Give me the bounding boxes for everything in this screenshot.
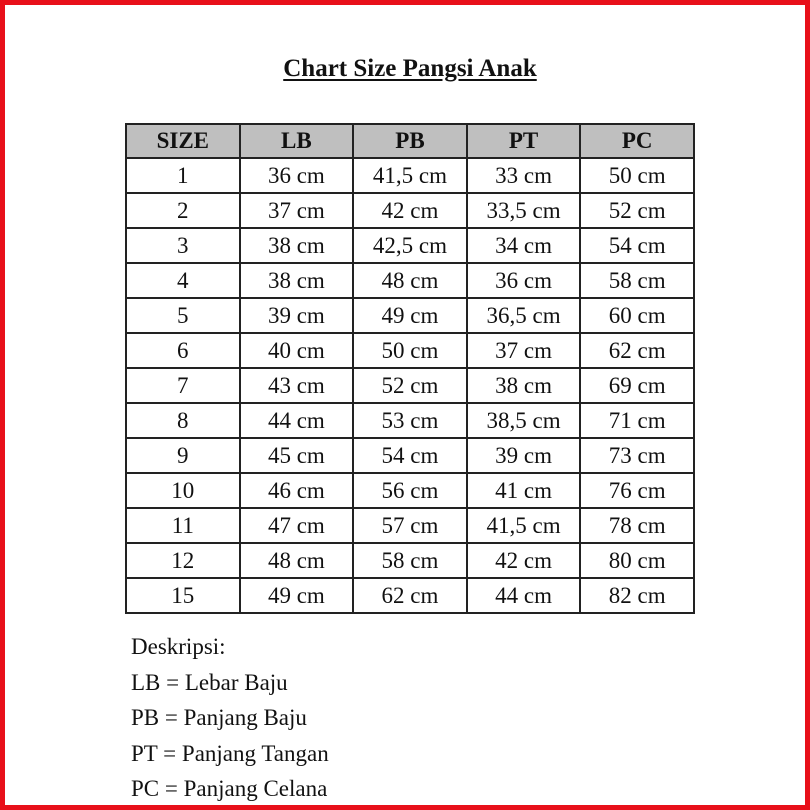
table-cell: 33 cm: [467, 158, 581, 193]
table-cell: 37 cm: [467, 333, 581, 368]
table-cell: 52 cm: [353, 368, 467, 403]
table-cell: 49 cm: [240, 578, 354, 613]
table-header-row: [126, 124, 694, 158]
header-pc: PC: [580, 124, 694, 158]
table-cell: 5: [126, 298, 240, 333]
table-cell: 50 cm: [580, 158, 694, 193]
description-block: [131, 629, 329, 807]
table-cell: 11: [126, 508, 240, 543]
table-cell: 73 cm: [580, 438, 694, 473]
table-cell: 38,5 cm: [467, 403, 581, 438]
table-cell: 46 cm: [240, 473, 354, 508]
table-cell: 42,5 cm: [353, 228, 467, 263]
table-row: [126, 333, 694, 368]
table-cell: 58 cm: [580, 263, 694, 298]
table-row: [126, 438, 694, 473]
table-cell: 80 cm: [580, 543, 694, 578]
table-cell: 58 cm: [353, 543, 467, 578]
table-row: [126, 193, 694, 228]
size-table: [125, 123, 695, 614]
page-title: [5, 55, 810, 83]
table-cell: 15: [126, 578, 240, 613]
table-cell: 33,5 cm: [467, 193, 581, 228]
table-cell: 7: [126, 368, 240, 403]
table-cell: 41,5 cm: [353, 158, 467, 193]
table-cell: 57 cm: [353, 508, 467, 543]
table-cell: 38 cm: [467, 368, 581, 403]
table-cell: 10: [126, 473, 240, 508]
table-cell: 62 cm: [580, 333, 694, 368]
table-cell: 12: [126, 543, 240, 578]
header-pb: PB: [353, 124, 467, 158]
table-cell: 3: [126, 228, 240, 263]
table-cell: 78 cm: [580, 508, 694, 543]
table-row: [126, 298, 694, 333]
table-cell: 36 cm: [240, 158, 354, 193]
table-cell: 4: [126, 263, 240, 298]
table-cell: 48 cm: [353, 263, 467, 298]
table-cell: 42 cm: [467, 543, 581, 578]
table-cell: 69 cm: [580, 368, 694, 403]
table-row: [126, 263, 694, 298]
table-cell: 36 cm: [467, 263, 581, 298]
table-cell: 1: [126, 158, 240, 193]
table-row: [126, 158, 694, 193]
table-cell: 36,5 cm: [467, 298, 581, 333]
table-cell: 37 cm: [240, 193, 354, 228]
table-cell: 44 cm: [240, 403, 354, 438]
table-row: [126, 543, 694, 578]
table-cell: 62 cm: [353, 578, 467, 613]
table-cell: 82 cm: [580, 578, 694, 613]
table-cell: 41 cm: [467, 473, 581, 508]
table-cell: 43 cm: [240, 368, 354, 403]
table-cell: 39 cm: [467, 438, 581, 473]
table-cell: 47 cm: [240, 508, 354, 543]
header-size: SIZE: [126, 124, 240, 158]
table-cell: 53 cm: [353, 403, 467, 438]
table-cell: 8: [126, 403, 240, 438]
description-line: LB = Lebar Baju: [131, 669, 288, 695]
table-cell: 42 cm: [353, 193, 467, 228]
table-cell: 38 cm: [240, 228, 354, 263]
table-cell: 54 cm: [353, 438, 467, 473]
table-cell: 9: [126, 438, 240, 473]
header-pt: PT: [467, 124, 581, 158]
table-cell: 45 cm: [240, 438, 354, 473]
table-cell: 38 cm: [240, 263, 354, 298]
description-line: PT = Panjang Tangan: [131, 740, 329, 766]
table-row: [126, 508, 694, 543]
table-row: [126, 403, 694, 438]
table-cell: 49 cm: [353, 298, 467, 333]
table-row: [126, 228, 694, 263]
table-row: [126, 578, 694, 613]
table-cell: 2: [126, 193, 240, 228]
description-line: PC = Panjang Celana: [131, 776, 328, 801]
table-cell: 52 cm: [580, 193, 694, 228]
table-row: [126, 368, 694, 403]
table-cell: 50 cm: [353, 333, 467, 368]
table-cell: 76 cm: [580, 473, 694, 508]
table-cell: 34 cm: [467, 228, 581, 263]
table-row: [126, 473, 694, 508]
title-text: Chart Size Pangsi Anak: [283, 55, 537, 82]
description-heading: Deskripsi:: [131, 634, 226, 659]
table-cell: 56 cm: [353, 473, 467, 508]
table-cell: 71 cm: [580, 403, 694, 438]
table-cell: 44 cm: [467, 578, 581, 613]
table-cell: 54 cm: [580, 228, 694, 263]
table-cell: 48 cm: [240, 543, 354, 578]
header-lb: LB: [240, 124, 354, 158]
table-cell: 40 cm: [240, 333, 354, 368]
table-cell: 60 cm: [580, 298, 694, 333]
table-cell: 39 cm: [240, 298, 354, 333]
table-cell: 41,5 cm: [467, 508, 581, 543]
description-line: PB = Panjang Baju: [131, 705, 307, 730]
table-cell: 6: [126, 333, 240, 368]
